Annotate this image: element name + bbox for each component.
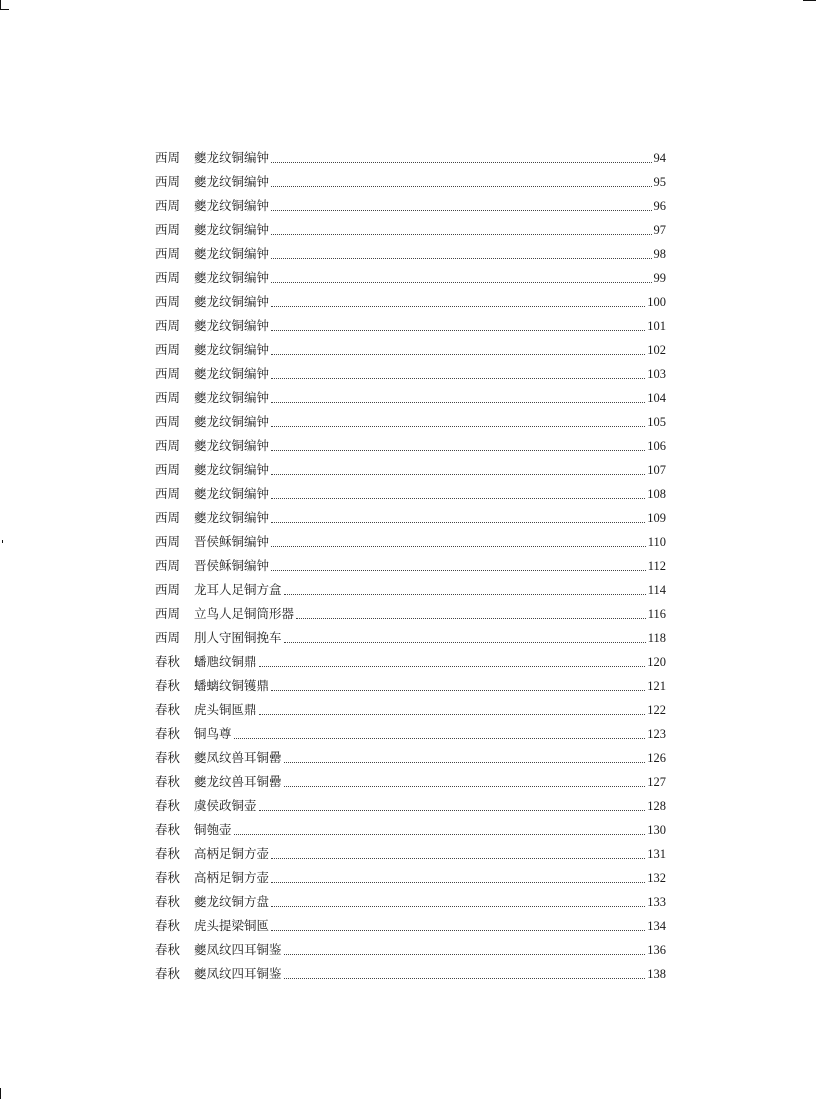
dot-leader xyxy=(271,258,651,259)
toc-entry-title: 夔龙纹铜编钟 xyxy=(194,198,270,213)
toc-entry-era: 西周 xyxy=(155,342,181,357)
toc-entry-page-number: 138 xyxy=(647,967,666,981)
toc-entry-title: 铜鸟尊 xyxy=(194,726,232,741)
dot-leader xyxy=(271,930,645,931)
dot-leader xyxy=(284,954,646,955)
toc-entry-title: 虎头铜匜鼎 xyxy=(194,702,257,717)
toc-entry-era: 春秋 xyxy=(155,966,181,981)
dot-leader xyxy=(271,882,645,883)
dot-leader xyxy=(271,210,651,211)
dot-leader xyxy=(284,978,646,979)
dot-leader xyxy=(259,666,646,667)
toc-entry-page-number: 118 xyxy=(647,631,666,645)
toc-entry-page-number: 98 xyxy=(653,247,666,261)
toc-entry-page-number: 104 xyxy=(647,391,666,405)
crop-mark-bottom-left-vertical xyxy=(0,1088,1,1099)
toc-entry-title: 夔龙纹铜编钟 xyxy=(194,366,270,381)
toc-entry-title: 夔龙纹铜编钟 xyxy=(194,342,270,357)
toc-entry xyxy=(155,146,666,170)
toc-entry-era: 西周 xyxy=(155,486,181,501)
toc-entry xyxy=(155,530,666,554)
toc-entry-page-number: 128 xyxy=(647,799,666,813)
toc-entry-era: 春秋 xyxy=(155,702,181,717)
toc-entry-page-number: 97 xyxy=(653,223,666,237)
toc-entry-title: 蟠虺纹铜鼎 xyxy=(194,654,257,669)
toc-entry-era: 春秋 xyxy=(155,846,181,861)
toc-entry-page-number: 126 xyxy=(647,751,666,765)
toc-entry xyxy=(155,314,666,338)
dot-leader xyxy=(271,570,646,571)
toc-entry-title: 夔龙纹铜编钟 xyxy=(194,486,270,501)
toc-entry-page-number: 99 xyxy=(653,271,666,285)
toc-entry xyxy=(155,266,666,290)
toc-entry xyxy=(155,410,666,434)
toc-entry-title: 夔龙纹铜编钟 xyxy=(194,246,270,261)
dot-leader xyxy=(271,546,646,547)
toc-entry xyxy=(155,698,666,722)
toc-entry-page-number: 120 xyxy=(647,655,666,669)
dot-leader xyxy=(271,282,651,283)
dot-leader xyxy=(284,762,646,763)
toc-entry-era: 西周 xyxy=(155,414,181,429)
toc-entry-era: 春秋 xyxy=(155,894,181,909)
toc-entry-era: 西周 xyxy=(155,246,181,261)
toc-entry xyxy=(155,290,666,314)
toc-entry xyxy=(155,866,666,890)
toc-entry-page-number: 101 xyxy=(647,319,666,333)
toc-entry-era: 春秋 xyxy=(155,726,181,741)
toc-entry xyxy=(155,794,666,818)
dot-leader xyxy=(271,330,645,331)
toc-entry-era: 西周 xyxy=(155,582,181,597)
toc-entry-page-number: 122 xyxy=(647,703,666,717)
toc-entry-era: 西周 xyxy=(155,606,181,621)
toc-entry-era: 西周 xyxy=(155,462,181,477)
dot-leader xyxy=(284,642,646,643)
toc-entry-title: 夔龙纹铜编钟 xyxy=(194,414,270,429)
toc-entry-title: 夔龙纹铜编钟 xyxy=(194,150,270,165)
toc-entry xyxy=(155,386,666,410)
toc-entry xyxy=(155,458,666,482)
toc-entry-title: 高柄足铜方壶 xyxy=(194,846,270,861)
toc-entry-page-number: 131 xyxy=(647,847,666,861)
toc-entry xyxy=(155,218,666,242)
dot-leader xyxy=(271,234,651,235)
toc-entry xyxy=(155,554,666,578)
toc-entry-title: 高柄足铜方壶 xyxy=(194,870,270,885)
crop-mark-left-middle xyxy=(2,540,3,543)
toc-entry-page-number: 123 xyxy=(647,727,666,741)
toc-entry-page-number: 100 xyxy=(647,295,666,309)
dot-leader xyxy=(234,834,646,835)
toc-entry xyxy=(155,962,666,986)
dot-leader xyxy=(271,474,645,475)
toc-entry-title: 立鸟人足铜筒形器 xyxy=(194,606,295,621)
toc-entry-title: 夔龙纹铜编钟 xyxy=(194,438,270,453)
toc-entry-page-number: 112 xyxy=(647,559,666,573)
toc-entry-era: 春秋 xyxy=(155,798,181,813)
toc-entry-era: 春秋 xyxy=(155,918,181,933)
toc-entry-page-number: 102 xyxy=(647,343,666,357)
toc-entry-era: 春秋 xyxy=(155,870,181,885)
toc-entry xyxy=(155,746,666,770)
dot-leader xyxy=(271,378,645,379)
toc-entry-era: 春秋 xyxy=(155,654,181,669)
toc-entry-page-number: 121 xyxy=(647,679,666,693)
crop-mark-top-right-horizontal xyxy=(803,0,816,1)
toc-entry-page-number: 105 xyxy=(647,415,666,429)
toc-entry-title: 夔龙纹铜编钟 xyxy=(194,510,270,525)
toc-entry-page-number: 110 xyxy=(647,535,666,549)
dot-leader xyxy=(259,810,646,811)
toc-entry xyxy=(155,890,666,914)
toc-entry-page-number: 114 xyxy=(647,583,666,597)
toc-entry-title: 夔龙纹铜方盘 xyxy=(194,894,270,909)
toc-entry-page-number: 134 xyxy=(647,919,666,933)
dot-leader xyxy=(234,738,646,739)
dot-leader xyxy=(271,498,645,499)
toc-entry-title: 晋侯稣铜编钟 xyxy=(194,558,270,573)
toc-entry-era: 西周 xyxy=(155,630,181,645)
dot-leader xyxy=(271,858,645,859)
toc-entry-era: 春秋 xyxy=(155,750,181,765)
toc-entry xyxy=(155,914,666,938)
dot-leader xyxy=(271,162,651,163)
dot-leader xyxy=(284,594,646,595)
dot-leader xyxy=(271,450,645,451)
toc-entry-page-number: 96 xyxy=(653,199,666,213)
toc-entry-page-number: 108 xyxy=(647,487,666,501)
toc-entry-era: 西周 xyxy=(155,510,181,525)
toc-entry-era: 春秋 xyxy=(155,774,181,789)
toc-entry-page-number: 103 xyxy=(647,367,666,381)
toc-entry-page-number: 109 xyxy=(647,511,666,525)
toc-entry-era: 西周 xyxy=(155,366,181,381)
toc-entry-title: 夔龙纹兽耳铜罍 xyxy=(194,774,282,789)
dot-leader xyxy=(271,426,645,427)
toc-entry xyxy=(155,722,666,746)
dot-leader xyxy=(271,522,645,523)
toc-entry xyxy=(155,506,666,530)
toc-entry-era: 西周 xyxy=(155,294,181,309)
toc-entry-era: 西周 xyxy=(155,438,181,453)
toc-entry-era: 西周 xyxy=(155,270,181,285)
toc-entry xyxy=(155,170,666,194)
toc-entry xyxy=(155,338,666,362)
toc-entry-title: 虎头提梁铜匜 xyxy=(194,918,270,933)
toc-entry xyxy=(155,434,666,458)
toc-entry xyxy=(155,842,666,866)
toc-entry xyxy=(155,626,666,650)
toc-entry-title: 夔凤纹四耳铜鉴 xyxy=(194,966,282,981)
toc-entry-era: 西周 xyxy=(155,222,181,237)
toc-entry xyxy=(155,578,666,602)
toc-entry-era: 春秋 xyxy=(155,678,181,693)
dot-leader xyxy=(271,186,651,187)
toc-entry xyxy=(155,818,666,842)
toc-entry-page-number: 130 xyxy=(647,823,666,837)
toc-entry-title: 虞侯政铜壶 xyxy=(194,798,257,813)
toc-entry-page-number: 116 xyxy=(647,607,666,621)
dot-leader xyxy=(259,714,646,715)
toc-entry-title: 刖人守囿铜挽车 xyxy=(194,630,282,645)
toc-entry-title: 夔龙纹铜编钟 xyxy=(194,462,270,477)
toc-entry-title: 夔凤纹四耳铜鉴 xyxy=(194,942,282,957)
toc-entry xyxy=(155,194,666,218)
toc-entry xyxy=(155,362,666,386)
toc-entry-era: 西周 xyxy=(155,558,181,573)
toc-entry-era: 西周 xyxy=(155,174,181,189)
toc-entry-era: 西周 xyxy=(155,198,181,213)
toc-entry-page-number: 127 xyxy=(647,775,666,789)
toc-entry-page-number: 107 xyxy=(647,463,666,477)
toc-entry xyxy=(155,770,666,794)
table-of-contents xyxy=(155,146,666,986)
toc-entry-title: 夔龙纹铜编钟 xyxy=(194,318,270,333)
toc-entry xyxy=(155,602,666,626)
dot-leader xyxy=(271,906,645,907)
crop-mark-top-left-horizontal xyxy=(0,9,9,10)
toc-entry-title: 夔龙纹铜编钟 xyxy=(194,390,270,405)
toc-entry-page-number: 94 xyxy=(653,151,666,165)
toc-entry-era: 西周 xyxy=(155,534,181,549)
toc-entry xyxy=(155,482,666,506)
dot-leader xyxy=(271,306,645,307)
toc-entry-title: 夔龙纹铜编钟 xyxy=(194,222,270,237)
toc-entry-title: 龙耳人足铜方盒 xyxy=(194,582,282,597)
dot-leader xyxy=(271,690,645,691)
toc-entry-page-number: 106 xyxy=(647,439,666,453)
toc-entry-page-number: 136 xyxy=(647,943,666,957)
toc-entry-era: 西周 xyxy=(155,150,181,165)
toc-entry-era: 春秋 xyxy=(155,942,181,957)
toc-entry xyxy=(155,674,666,698)
toc-entry-page-number: 132 xyxy=(647,871,666,885)
dot-leader xyxy=(271,354,645,355)
toc-entry xyxy=(155,650,666,674)
toc-entry-title: 晋侯稣铜编钟 xyxy=(194,534,270,549)
toc-entry-page-number: 95 xyxy=(653,175,666,189)
toc-entry-page-number: 133 xyxy=(647,895,666,909)
toc-entry xyxy=(155,938,666,962)
dot-leader xyxy=(271,402,645,403)
toc-entry-title: 夔龙纹铜编钟 xyxy=(194,294,270,309)
dot-leader xyxy=(296,618,646,619)
toc-entry-era: 西周 xyxy=(155,390,181,405)
toc-entry-title: 夔凤纹兽耳铜罍 xyxy=(194,750,282,765)
toc-entry-era: 西周 xyxy=(155,318,181,333)
toc-entry-title: 蟠螭纹铜镬鼎 xyxy=(194,678,270,693)
toc-entry-era: 春秋 xyxy=(155,822,181,837)
dot-leader xyxy=(284,786,646,787)
toc-entry-title: 夔龙纹铜编钟 xyxy=(194,174,270,189)
toc-entry-title: 铜匏壶 xyxy=(194,822,232,837)
toc-entry xyxy=(155,242,666,266)
toc-entry-title: 夔龙纹铜编钟 xyxy=(194,270,270,285)
